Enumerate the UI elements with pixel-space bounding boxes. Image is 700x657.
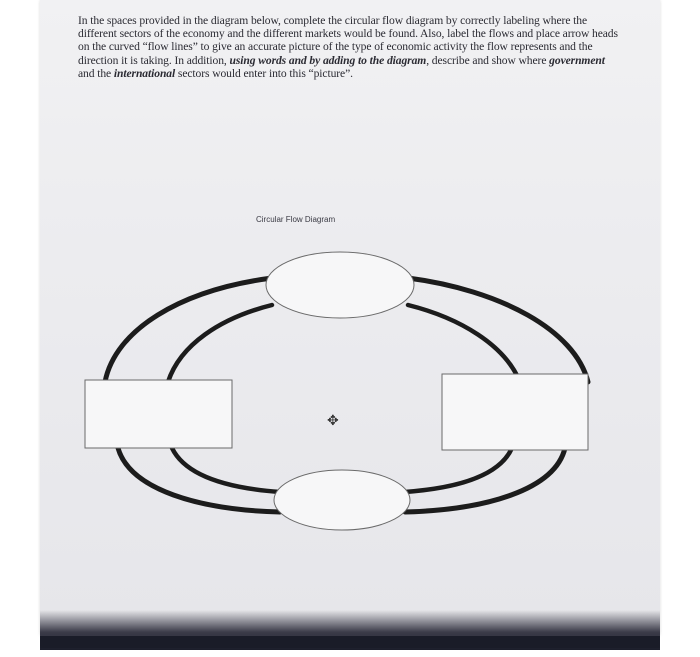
outer-top-flow-line-right[interactable]	[408, 278, 588, 382]
page-bottom-band	[40, 636, 660, 648]
instructions-emphasis-international: international	[113, 66, 176, 80]
outer-top-flow-line[interactable]	[105, 278, 272, 382]
top-market-ellipse[interactable]	[266, 252, 414, 318]
outer-bottom-flow-line[interactable]	[118, 448, 280, 512]
instructions-text-1: In the spaces provided in the diagram below, complete the circular flow diagram by correctly labeling where the different sectors of the economy and the different markets would be found. Also, label the flows and place arrow heads on the curved “flow lines” to give an accurate picture of the type of economic activity the flow represents and the direction it is taking. In addition,	[78, 14, 618, 67]
instructions-emphasis-words: using words and by adding to the diagram	[229, 53, 427, 67]
inner-top-flow-line[interactable]	[168, 305, 272, 382]
diagram-title: Circular Flow Diagram	[256, 215, 336, 224]
move-cursor-icon: ✥	[327, 413, 339, 429]
inner-bottom-flow-line[interactable]	[172, 448, 280, 492]
instructions-text-4: sectors would enter into this “picture”.	[175, 66, 353, 80]
outer-bottom-flow-line-right[interactable]	[405, 448, 565, 512]
instructions-emphasis-government: government	[549, 53, 605, 67]
instructions-text-2: , describe and show where	[426, 53, 550, 67]
bottom-market-ellipse[interactable]	[274, 470, 410, 530]
inner-bottom-flow-line-right[interactable]	[405, 448, 512, 492]
left-sector-box[interactable]	[85, 380, 232, 448]
right-sector-box[interactable]	[442, 374, 588, 450]
inner-top-flow-line-right[interactable]	[408, 305, 520, 382]
instructions-text-3: and the	[78, 66, 114, 80]
